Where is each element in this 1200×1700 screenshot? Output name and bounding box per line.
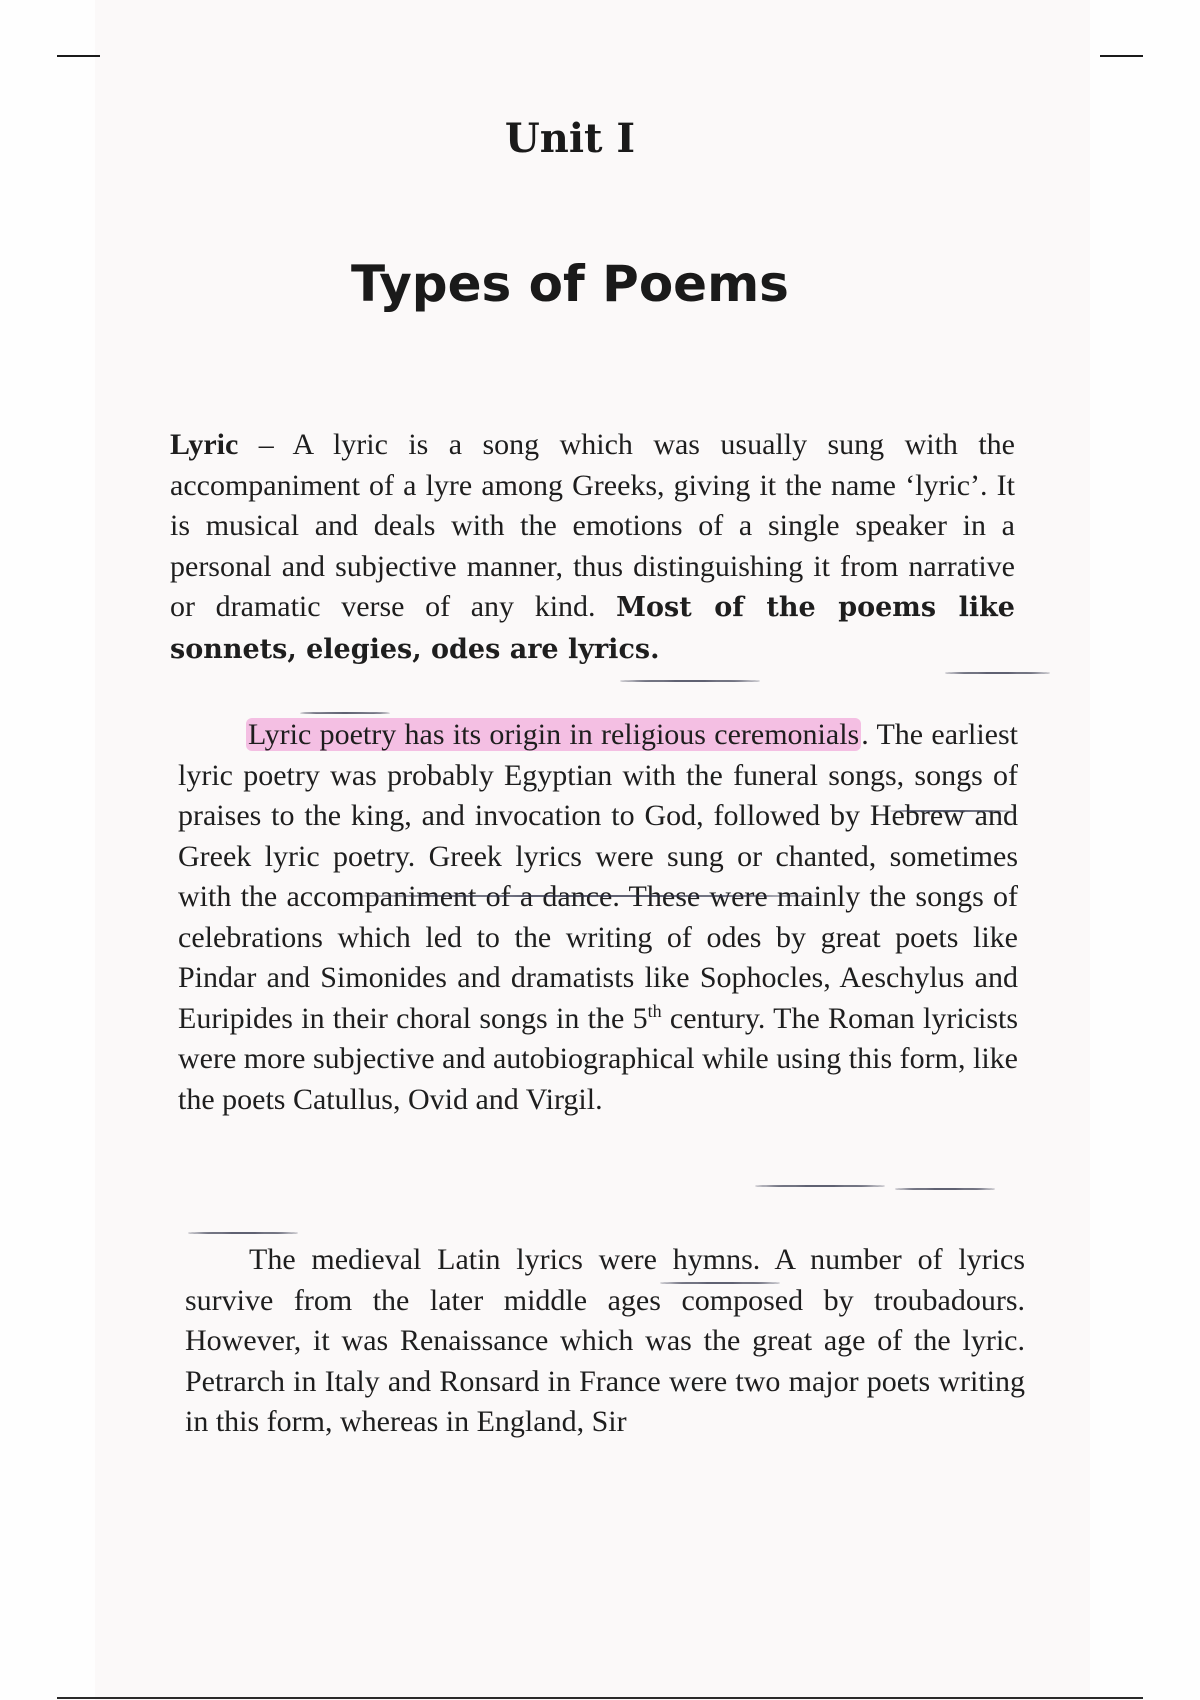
crop-mark-left	[57, 55, 100, 57]
paragraph-text: A lyric is a song which was usually sung with the accompaniment of a lyre among Greeks, giving it the name ‘lyric’. It is musical and deals with the emotions of a single speaker in a personal and subjective manner, thus distinguishing it from narrative or dramatic verse of any kind.	[170, 428, 1015, 623]
unit-heading: Unit I	[504, 115, 636, 162]
paragraph-text: century. The Roman lyricists were more subjective and autobiographical while using this form, like the poets Catullus, Ovid and Virgil.	[178, 1001, 1018, 1116]
bottom-rule	[57, 1697, 1143, 1699]
pen-underline	[895, 1188, 995, 1190]
pen-underline	[660, 1282, 780, 1284]
pen-underline	[890, 810, 1010, 812]
pen-underline	[360, 895, 820, 897]
paragraph-text: . The earliest lyric poetry was probably Egyptian with the funeral songs, songs of praises to the king, and invocation to God, followed by Hebrew and Greek lyric poetry. Greek lyrics were sung or chanted, sometimes with the accompaniment of a dance. These were mainly the songs of celebrations which led to the writing of odes by great poets like Pindar and Simonides and dramatists like Sophocles, Aeschylus and Euripides in their choral songs in the 5	[178, 718, 1019, 1035]
pen-underline	[300, 712, 390, 714]
pen-underline	[188, 1232, 298, 1234]
paragraph-lyric-definition	[170, 425, 1015, 670]
pen-underline	[945, 672, 1050, 674]
crop-mark-right	[1100, 55, 1143, 57]
term-lyric: Lyric	[170, 428, 239, 461]
chapter-title: Types of Poems	[351, 255, 789, 313]
superscript-th: th	[647, 1000, 662, 1021]
paragraph-lyric-origin	[178, 715, 1018, 1120]
term-dash: –	[238, 428, 293, 461]
paragraph-text: The medieval Latin lyrics were hymns. A number of lyrics survive from the later middle ages composed by troubadours. However, it was Renaissance which was the great age of the lyric. Petrarch in Italy and Ronsard in France were two major poets writing in this form, whereas in England, Sir	[185, 1243, 1025, 1438]
pen-underline	[620, 680, 760, 682]
paragraph-medieval-lyrics	[185, 1240, 1025, 1443]
highlighted-sentence: Lyric poetry has its origin in religious ceremonials	[248, 718, 860, 751]
bold-statement: Most of the poems like sonnets, elegies, odes are lyrics.	[170, 592, 1015, 665]
pen-underline	[755, 1185, 885, 1187]
